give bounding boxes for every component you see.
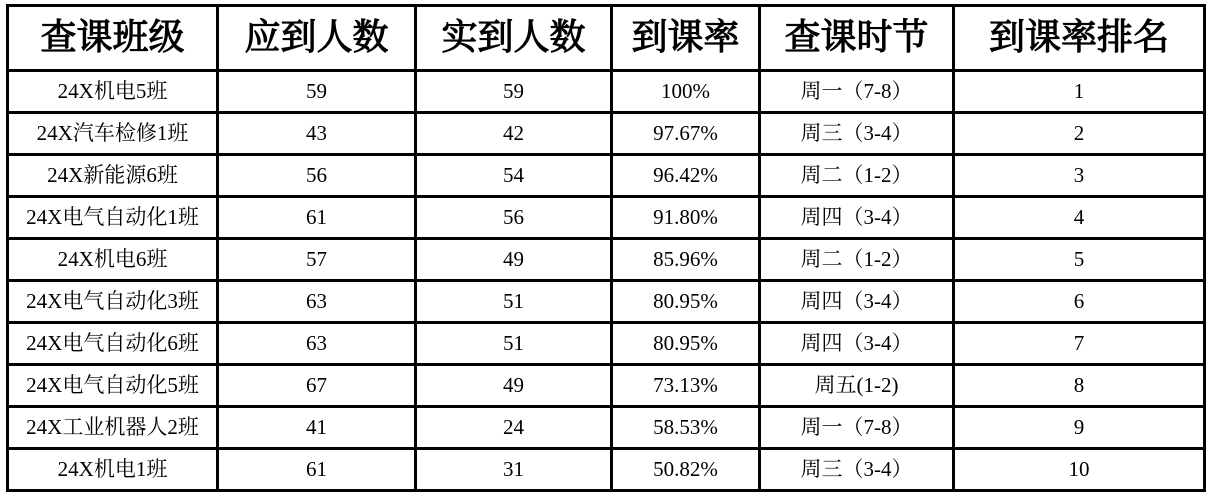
cell-actual: 56 — [416, 197, 612, 239]
cell-rate: 50.82% — [612, 449, 760, 491]
cell-rate: 80.95% — [612, 281, 760, 323]
table-row — [8, 407, 1205, 449]
cell-class: 24X机电6班 — [8, 239, 218, 281]
cell-class: 24X电气自动化1班 — [8, 197, 218, 239]
cell-rank: 4 — [954, 197, 1205, 239]
cell-class: 24X汽车检修1班 — [8, 113, 218, 155]
cell-class: 24X机电5班 — [8, 71, 218, 113]
cell-expected: 63 — [218, 281, 416, 323]
cell-expected: 43 — [218, 113, 416, 155]
header-row — [8, 6, 1205, 71]
cell-actual: 49 — [416, 239, 612, 281]
table-row — [8, 71, 1205, 113]
cell-expected: 67 — [218, 365, 416, 407]
cell-expected: 63 — [218, 323, 416, 365]
cell-expected: 61 — [218, 449, 416, 491]
cell-rate: 100% — [612, 71, 760, 113]
cell-rank: 8 — [954, 365, 1205, 407]
table-row — [8, 449, 1205, 491]
cell-rate: 91.80% — [612, 197, 760, 239]
cell-expected: 59 — [218, 71, 416, 113]
cell-class: 24X电气自动化6班 — [8, 323, 218, 365]
column-header-rate: 到课率 — [612, 6, 760, 71]
table-row — [8, 239, 1205, 281]
cell-rank: 2 — [954, 113, 1205, 155]
cell-rank: 7 — [954, 323, 1205, 365]
cell-rank: 6 — [954, 281, 1205, 323]
cell-class: 24X电气自动化5班 — [8, 365, 218, 407]
cell-actual: 51 — [416, 281, 612, 323]
cell-rank: 9 — [954, 407, 1205, 449]
cell-period: 周三（3-4） — [760, 113, 954, 155]
table-row — [8, 113, 1205, 155]
cell-actual: 54 — [416, 155, 612, 197]
cell-expected: 57 — [218, 239, 416, 281]
cell-class: 24X工业机器人2班 — [8, 407, 218, 449]
cell-rate: 97.67% — [612, 113, 760, 155]
cell-rank: 10 — [954, 449, 1205, 491]
cell-period: 周四（3-4） — [760, 323, 954, 365]
cell-class: 24X新能源6班 — [8, 155, 218, 197]
cell-period: 周三（3-4） — [760, 449, 954, 491]
cell-period: 周二（1-2） — [760, 239, 954, 281]
table-row — [8, 365, 1205, 407]
table-header — [8, 6, 1205, 71]
cell-rank: 1 — [954, 71, 1205, 113]
cell-class: 24X电气自动化3班 — [8, 281, 218, 323]
cell-period: 周五(1-2) — [760, 365, 954, 407]
table-row — [8, 155, 1205, 197]
column-header-expected: 应到人数 — [218, 6, 416, 71]
cell-expected: 41 — [218, 407, 416, 449]
cell-rate: 96.42% — [612, 155, 760, 197]
table-body — [8, 71, 1205, 491]
cell-actual: 42 — [416, 113, 612, 155]
table-row — [8, 323, 1205, 365]
cell-rank: 3 — [954, 155, 1205, 197]
cell-rank: 5 — [954, 239, 1205, 281]
column-header-rank: 到课率排名 — [954, 6, 1205, 71]
cell-period: 周一（7-8） — [760, 71, 954, 113]
cell-actual: 49 — [416, 365, 612, 407]
cell-period: 周四（3-4） — [760, 197, 954, 239]
cell-actual: 51 — [416, 323, 612, 365]
cell-actual: 31 — [416, 449, 612, 491]
table-row — [8, 197, 1205, 239]
cell-class: 24X机电1班 — [8, 449, 218, 491]
cell-period: 周二（1-2） — [760, 155, 954, 197]
cell-actual: 24 — [416, 407, 612, 449]
cell-rate: 85.96% — [612, 239, 760, 281]
attendance-table — [6, 4, 1206, 492]
cell-rate: 80.95% — [612, 323, 760, 365]
column-header-period: 查课时节 — [760, 6, 954, 71]
column-header-actual: 实到人数 — [416, 6, 612, 71]
cell-expected: 61 — [218, 197, 416, 239]
cell-period: 周四（3-4） — [760, 281, 954, 323]
cell-rate: 58.53% — [612, 407, 760, 449]
column-header-class: 查课班级 — [8, 6, 218, 71]
cell-rate: 73.13% — [612, 365, 760, 407]
cell-period: 周一（7-8） — [760, 407, 954, 449]
cell-expected: 56 — [218, 155, 416, 197]
cell-actual: 59 — [416, 71, 612, 113]
table-row — [8, 281, 1205, 323]
